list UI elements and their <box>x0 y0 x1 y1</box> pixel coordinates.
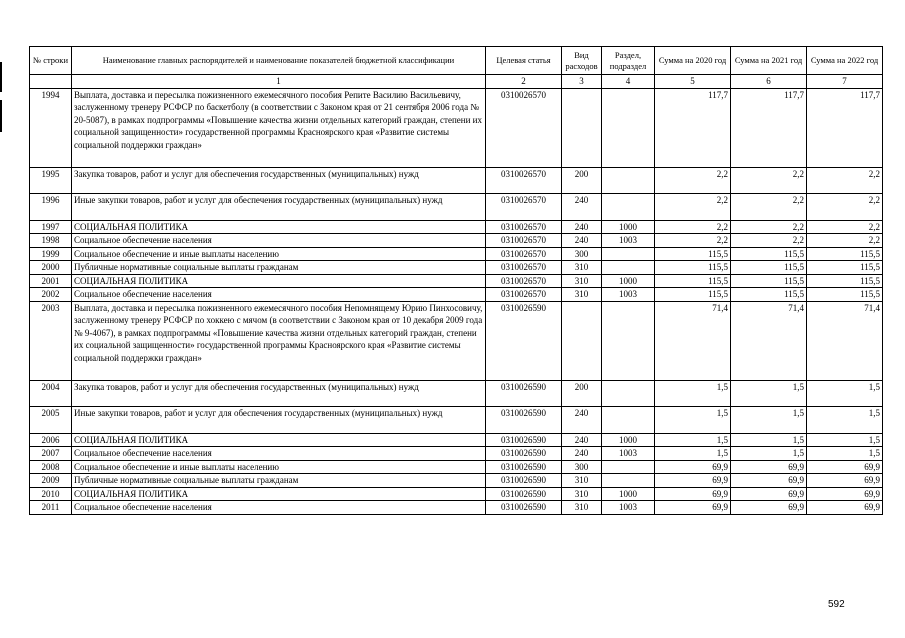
sum-2022: 1,5 <box>807 447 883 461</box>
column-number: 5 <box>655 75 731 89</box>
sum-2022: 115,5 <box>807 274 883 288</box>
sum-2021: 71,4 <box>731 301 807 380</box>
sum-2020: 1,5 <box>655 447 731 461</box>
sum-2021: 1,5 <box>731 380 807 406</box>
row-number: 1997 <box>30 220 72 234</box>
budget-table <box>29 46 883 515</box>
section-code: 1000 <box>602 433 655 447</box>
target-article: 0310026590 <box>486 487 562 501</box>
sum-2020: 69,9 <box>655 474 731 488</box>
sum-2022: 69,9 <box>807 460 883 474</box>
table-row <box>30 447 883 461</box>
header-target-article: Целевая статья <box>486 47 562 75</box>
row-name: Выплата, доставка и пересылка пожизненного ежемесячного пособия Репите Василию Васильевичу, заслуженному тренеру РСФСР по баскетболу (в соответствии с Законом края от 21 сентября 2006 года № 20-5087), в рамках подпрограммы «Повышение качества жизни отдельных категорий граждан, степени их социальной защищенности» государственной программы Красноярского края «Развитие системы социальной поддержки граждан» <box>72 88 486 167</box>
sum-2022: 71,4 <box>807 301 883 380</box>
section-code <box>602 460 655 474</box>
column-number: 2 <box>486 75 562 89</box>
left-edge-mark <box>0 100 2 132</box>
header-expense-type: Вид расходов <box>562 47 602 75</box>
row-name: СОЦИАЛЬНАЯ ПОЛИТИКА <box>72 433 486 447</box>
section-code: 1003 <box>602 447 655 461</box>
sum-2021: 2,2 <box>731 167 807 193</box>
row-number: 2003 <box>30 301 72 380</box>
target-article: 0310026570 <box>486 220 562 234</box>
row-number: 1999 <box>30 247 72 261</box>
sum-2021: 2,2 <box>731 193 807 220</box>
section-code: 1003 <box>602 234 655 248</box>
table-row <box>30 261 883 275</box>
column-number-row <box>30 75 883 89</box>
sum-2022: 69,9 <box>807 487 883 501</box>
target-article: 0310026570 <box>486 274 562 288</box>
expense-type: 240 <box>562 234 602 248</box>
sum-2022: 1,5 <box>807 433 883 447</box>
sum-2020: 69,9 <box>655 460 731 474</box>
row-number: 2008 <box>30 460 72 474</box>
expense-type: 310 <box>562 288 602 302</box>
row-name: Закупка товаров, работ и услуг для обеспечения государственных (муниципальных) нужд <box>72 167 486 193</box>
sum-2022: 69,9 <box>807 474 883 488</box>
section-code: 1003 <box>602 501 655 515</box>
expense-type: 300 <box>562 460 602 474</box>
column-number <box>30 75 72 89</box>
left-edge-mark <box>0 62 2 92</box>
sum-2021: 2,2 <box>731 220 807 234</box>
table-row <box>30 288 883 302</box>
row-name: СОЦИАЛЬНАЯ ПОЛИТИКА <box>72 487 486 501</box>
table-row <box>30 220 883 234</box>
target-article: 0310026570 <box>486 247 562 261</box>
sum-2020: 2,2 <box>655 193 731 220</box>
expense-type: 310 <box>562 474 602 488</box>
row-number: 2010 <box>30 487 72 501</box>
section-code: 1000 <box>602 274 655 288</box>
sum-2020: 1,5 <box>655 380 731 406</box>
expense-type: 310 <box>562 261 602 275</box>
sum-2022: 69,9 <box>807 501 883 515</box>
section-code <box>602 167 655 193</box>
sum-2021: 69,9 <box>731 501 807 515</box>
expense-type: 200 <box>562 380 602 406</box>
sum-2020: 69,9 <box>655 487 731 501</box>
table-row <box>30 274 883 288</box>
sum-2020: 115,5 <box>655 247 731 261</box>
table-row <box>30 406 883 433</box>
sum-2020: 2,2 <box>655 234 731 248</box>
sum-2022: 1,5 <box>807 406 883 433</box>
target-article: 0310026570 <box>486 88 562 167</box>
row-name: Социальное обеспечение населения <box>72 501 486 515</box>
row-name: Социальное обеспечение и иные выплаты населению <box>72 460 486 474</box>
target-article: 0310026590 <box>486 406 562 433</box>
sum-2020: 115,5 <box>655 288 731 302</box>
row-name: Публичные нормативные социальные выплаты гражданам <box>72 261 486 275</box>
sum-2021: 115,5 <box>731 288 807 302</box>
sum-2021: 69,9 <box>731 460 807 474</box>
sum-2021: 117,7 <box>731 88 807 167</box>
expense-type: 300 <box>562 247 602 261</box>
target-article: 0310026570 <box>486 167 562 193</box>
expense-type: 310 <box>562 501 602 515</box>
target-article: 0310026570 <box>486 234 562 248</box>
row-number: 2011 <box>30 501 72 515</box>
sum-2022: 117,7 <box>807 88 883 167</box>
section-code: 1003 <box>602 288 655 302</box>
expense-type: 310 <box>562 487 602 501</box>
table-row <box>30 88 883 167</box>
row-name: Иные закупки товаров, работ и услуг для обеспечения государственных (муниципальных) нужд <box>72 406 486 433</box>
row-number: 2004 <box>30 380 72 406</box>
sum-2021: 2,2 <box>731 234 807 248</box>
expense-type <box>562 301 602 380</box>
sum-2020: 115,5 <box>655 274 731 288</box>
sum-2022: 2,2 <box>807 234 883 248</box>
target-article: 0310026590 <box>486 474 562 488</box>
row-number: 2005 <box>30 406 72 433</box>
row-number: 2002 <box>30 288 72 302</box>
sum-2021: 1,5 <box>731 447 807 461</box>
row-name: Выплата, доставка и пересылка пожизненного ежемесячного пособия Непомнящему Юрию Пинхосовичу, заслуженному тренеру РСФСР по хоккею с мячом (в соответствии с Законом края от 10 декабря 2009 года № 9-4067), в рамках подпрограммы «Повышение качества жизни отдельных категорий граждан, степени их социальной защищенности» государственной программы Красноярского края «Развитие системы социальной поддержки граждан» <box>72 301 486 380</box>
target-article: 0310026570 <box>486 193 562 220</box>
sum-2021: 115,5 <box>731 261 807 275</box>
sum-2021: 69,9 <box>731 474 807 488</box>
row-name: Публичные нормативные социальные выплаты гражданам <box>72 474 486 488</box>
sum-2020: 2,2 <box>655 220 731 234</box>
table-body <box>30 88 883 514</box>
sum-2022: 115,5 <box>807 288 883 302</box>
sum-2020: 69,9 <box>655 501 731 515</box>
target-article: 0310026590 <box>486 301 562 380</box>
column-number: 4 <box>602 75 655 89</box>
expense-type: 240 <box>562 406 602 433</box>
row-number: 2006 <box>30 433 72 447</box>
sum-2020: 2,2 <box>655 167 731 193</box>
row-name: СОЦИАЛЬНАЯ ПОЛИТИКА <box>72 274 486 288</box>
sum-2022: 115,5 <box>807 247 883 261</box>
sum-2022: 2,2 <box>807 193 883 220</box>
target-article: 0310026590 <box>486 433 562 447</box>
section-code <box>602 380 655 406</box>
column-number: 3 <box>562 75 602 89</box>
row-name: Иные закупки товаров, работ и услуг для обеспечения государственных (муниципальных) нужд <box>72 193 486 220</box>
sum-2020: 71,4 <box>655 301 731 380</box>
row-number: 2000 <box>30 261 72 275</box>
row-name: Социальное обеспечение и иные выплаты населению <box>72 247 486 261</box>
table-row <box>30 234 883 248</box>
section-code <box>602 247 655 261</box>
section-code <box>602 261 655 275</box>
sum-2021: 69,9 <box>731 487 807 501</box>
sum-2020: 115,5 <box>655 261 731 275</box>
sum-2020: 117,7 <box>655 88 731 167</box>
sum-2021: 115,5 <box>731 247 807 261</box>
target-article: 0310026590 <box>486 447 562 461</box>
expense-type: 240 <box>562 433 602 447</box>
row-number: 2001 <box>30 274 72 288</box>
table-header-row <box>30 47 883 75</box>
section-code <box>602 406 655 433</box>
row-number: 1994 <box>30 88 72 167</box>
sum-2022: 115,5 <box>807 261 883 275</box>
row-name: Социальное обеспечение населения <box>72 288 486 302</box>
sum-2022: 2,2 <box>807 167 883 193</box>
header-row-number: № строки <box>30 47 72 75</box>
section-code <box>602 301 655 380</box>
row-name: Социальное обеспечение населения <box>72 234 486 248</box>
sum-2022: 2,2 <box>807 220 883 234</box>
row-number: 1996 <box>30 193 72 220</box>
target-article: 0310026570 <box>486 261 562 275</box>
sum-2021: 115,5 <box>731 274 807 288</box>
expense-type: 240 <box>562 193 602 220</box>
page-number: 592 <box>828 599 845 610</box>
table-row <box>30 433 883 447</box>
sum-2020: 1,5 <box>655 433 731 447</box>
row-name: Социальное обеспечение населения <box>72 447 486 461</box>
sum-2021: 1,5 <box>731 433 807 447</box>
expense-type <box>562 88 602 167</box>
column-number: 7 <box>807 75 883 89</box>
row-number: 1995 <box>30 167 72 193</box>
target-article: 0310026570 <box>486 288 562 302</box>
target-article: 0310026590 <box>486 460 562 474</box>
target-article: 0310026590 <box>486 380 562 406</box>
table-row <box>30 460 883 474</box>
row-name: СОЦИАЛЬНАЯ ПОЛИТИКА <box>72 220 486 234</box>
table-row <box>30 380 883 406</box>
section-code: 1000 <box>602 487 655 501</box>
row-number: 1998 <box>30 234 72 248</box>
sum-2021: 1,5 <box>731 406 807 433</box>
expense-type: 240 <box>562 447 602 461</box>
table-row <box>30 501 883 515</box>
sum-2022: 1,5 <box>807 380 883 406</box>
section-code: 1000 <box>602 220 655 234</box>
sum-2020: 1,5 <box>655 406 731 433</box>
section-code <box>602 474 655 488</box>
table-row <box>30 301 883 380</box>
section-code <box>602 88 655 167</box>
section-code <box>602 193 655 220</box>
row-number: 2009 <box>30 474 72 488</box>
expense-type: 310 <box>562 274 602 288</box>
column-number: 6 <box>731 75 807 89</box>
column-number: 1 <box>72 75 486 89</box>
table-row <box>30 193 883 220</box>
table-row <box>30 247 883 261</box>
header-section: Раздел, подраздел <box>602 47 655 75</box>
table-row <box>30 167 883 193</box>
target-article: 0310026590 <box>486 501 562 515</box>
header-sum-2021: Сумма на 2021 год <box>731 47 807 75</box>
table-row <box>30 474 883 488</box>
header-sum-2020: Сумма на 2020 год <box>655 47 731 75</box>
table-row <box>30 487 883 501</box>
row-name: Закупка товаров, работ и услуг для обеспечения государственных (муниципальных) нужд <box>72 380 486 406</box>
expense-type: 200 <box>562 167 602 193</box>
header-sum-2022: Сумма на 2022 год <box>807 47 883 75</box>
row-number: 2007 <box>30 447 72 461</box>
expense-type: 240 <box>562 220 602 234</box>
header-name: Наименование главных распорядителей и наименование показателей бюджетной классификации <box>72 47 486 75</box>
